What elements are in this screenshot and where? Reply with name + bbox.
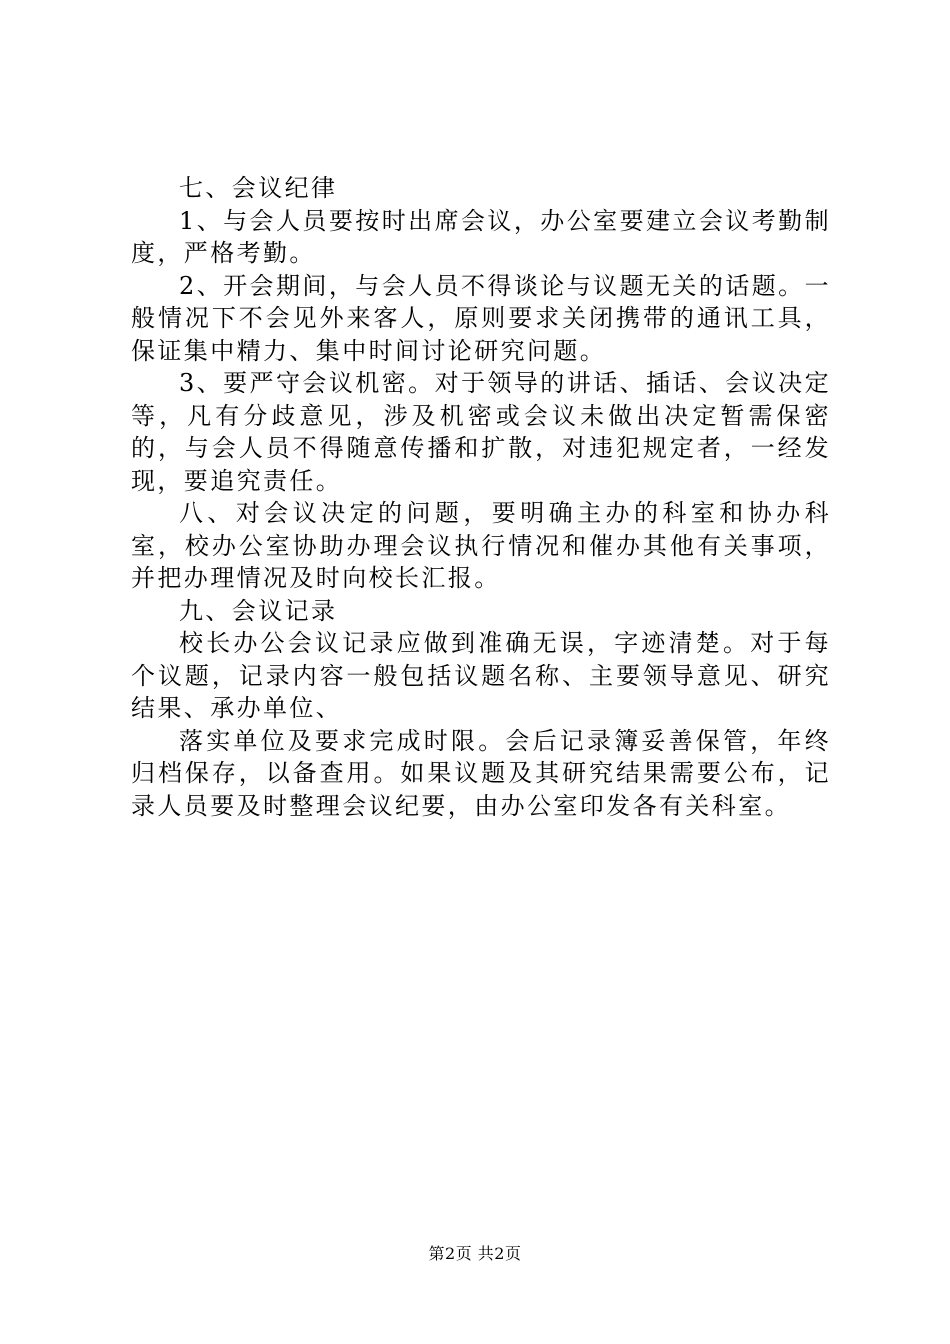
paragraph-decision-handling: 八、对会议决定的问题，要明确主办的科室和协办科室，校办公室协助办理会议执行情况和催办其他有关事项，并把办理情况及时向校长汇报。 (131, 499, 831, 592)
paragraph-attendance: 1、与会人员要按时出席会议，办公室要建立会议考勤制度，严格考勤。 (131, 206, 831, 267)
section-heading-meeting-minutes: 九、会议记录 (179, 596, 338, 625)
paragraph-meeting-conduct: 2、开会期间，与会人员不得谈论与议题无关的话题。一般情况下不会见外来客人，原则要求关闭携带的通讯工具，保证集中精力、集中时间讨论研究问题。 (131, 271, 831, 365)
paragraph-minutes-content: 校长办公会议记录应做到准确无误，字迹清楚。对于每个议题，记录内容一般包括议题名称、主要领导意见、研究结果、承办单位、 (131, 629, 831, 722)
paragraph-confidentiality: 3、要严守会议机密。对于领导的讲话、插话、会议决定等，凡有分歧意见，涉及机密或会议未做出决定暂需保密的，与会人员不得随意传播和扩散，对违犯规定者，一经发现，要追究责任。 (131, 369, 831, 495)
page-footer: 第2页 共2页 (428, 1244, 522, 1263)
document-body (131, 172, 831, 822)
section-heading-meeting-discipline: 七、会议纪律 (179, 174, 338, 202)
paragraph-minutes-archiving: 落实单位及要求完成时限。会后记录簿妥善保管，年终归档保存，以备查用。如果议题及其研究结果需要公布，记录人员要及时整理会议纪要，由办公室印发各有关科室。 (131, 726, 831, 820)
